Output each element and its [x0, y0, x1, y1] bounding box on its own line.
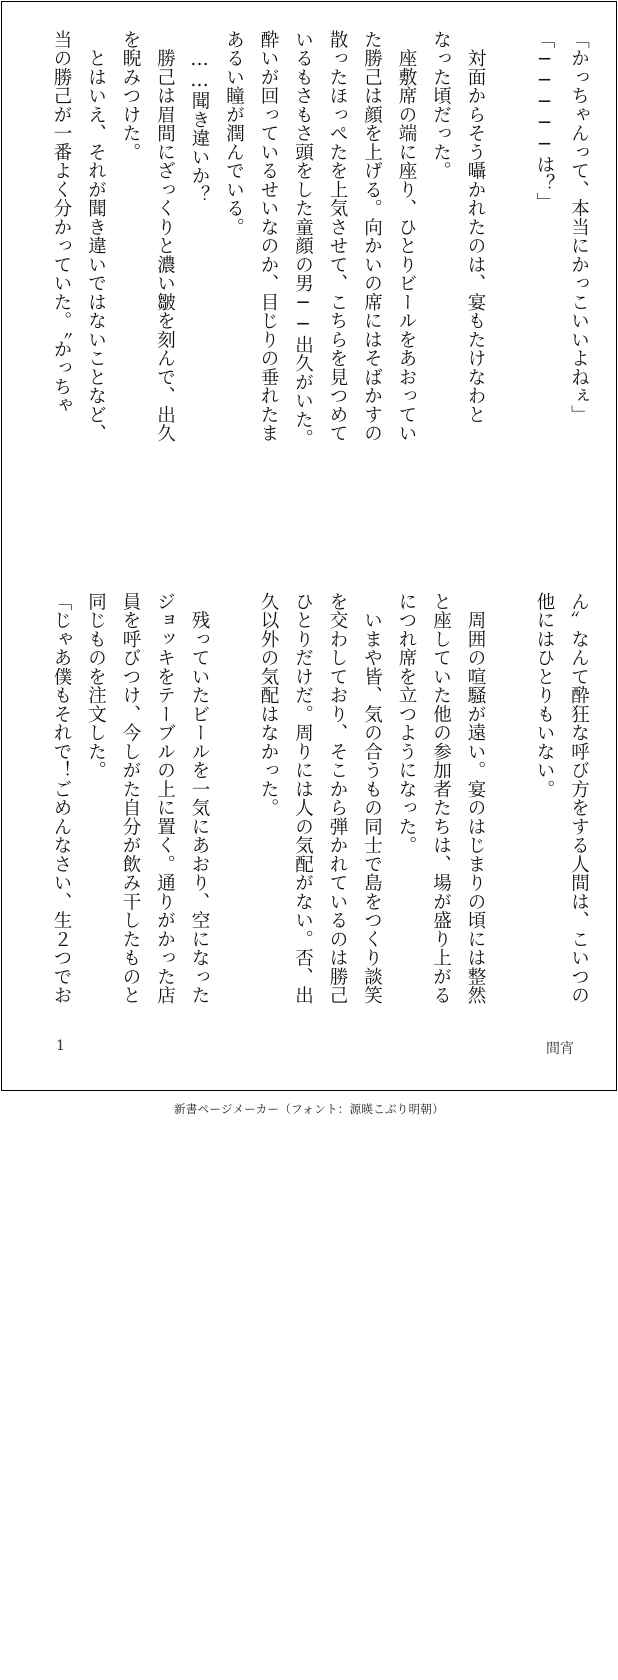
text-line: 同じものを注文した。 — [85, 592, 107, 780]
text-line: 散ったほっぺたを上気させて、こちらを見つめて — [327, 30, 348, 443]
text-line: 「かっちゃんって、本当にかっこいいよねぇ」 — [568, 30, 590, 424]
text-line: ん〟なんて酔狂な呼び方をする人間は、こいつの — [568, 592, 590, 1005]
text-line: と座していた他の参加者たちは、場が盛り上がる — [430, 592, 452, 1005]
text-line: 員を呼びつけ、今しがた自分が飲み干したものと — [120, 592, 141, 1005]
text-line: ……聞き違いか？ — [189, 30, 210, 204]
text-line: につれ席を立つようになった。 — [396, 592, 417, 855]
text-line: あるい瞳が潤んでいる。 — [223, 30, 245, 237]
text-line: 対面からそう囁かれたのは、宴もたけなわと — [465, 30, 486, 424]
page-number: 1 — [56, 1038, 65, 1054]
text-line: 久以外の気配はなかった。 — [258, 592, 279, 817]
text-line: いるもさもさ頭をした童顔の男──出久がいた。 — [292, 30, 314, 448]
text-line: 他にはひとりもいない。 — [534, 592, 555, 799]
text-line: 残っていたビールを一気にあおり、空になった — [189, 592, 210, 1005]
text-line: とはいえ、それが聞き違いではないことなど、 — [85, 30, 107, 443]
text-line: 勝己は眉間にざっくりと濃い皺を刻んで、出久 — [154, 30, 176, 443]
text-line: いまや皆、気の合うもの同士で島をつくり談笑 — [361, 592, 383, 1005]
text-line: なった頃だった。 — [430, 30, 452, 180]
text-line: た勝己は顔を上げる。向かいの席にはそばかすの — [361, 30, 383, 443]
page-frame — [1, 1, 617, 1091]
text-line: を交わしており、そこから弾かれているのは勝己 — [327, 592, 348, 1005]
generator-credit: 新書ページメーカー（フォント：源暎こぶり明朝） — [173, 1102, 445, 1116]
text-line: ひとりだけだ。周りには人の気配がない。否、出 — [292, 592, 314, 1005]
text-line: ジョッキをテーブルの上に置く。通りがかった店 — [154, 592, 176, 1005]
text-line: を睨みつけた。 — [120, 30, 141, 162]
text-line: 当の勝己が一番よく分かっていた。〝かっちゃ — [51, 30, 72, 415]
text-line: 酔いが回っているせいなのか、目じりの垂れたま — [258, 30, 279, 443]
text-line: 「─────は？」 — [534, 30, 555, 212]
text-line: 周囲の喧騒が遠い。宴のはじまりの頃には整然 — [465, 592, 486, 1005]
author-name: 間宵 — [546, 1041, 574, 1057]
text-line: 「じゃあ僕もそれで！ごめんなさい、生２つでお — [51, 592, 72, 1005]
text-line: 座敷席の端に座り、ひとりビールをあおってい — [396, 30, 417, 443]
